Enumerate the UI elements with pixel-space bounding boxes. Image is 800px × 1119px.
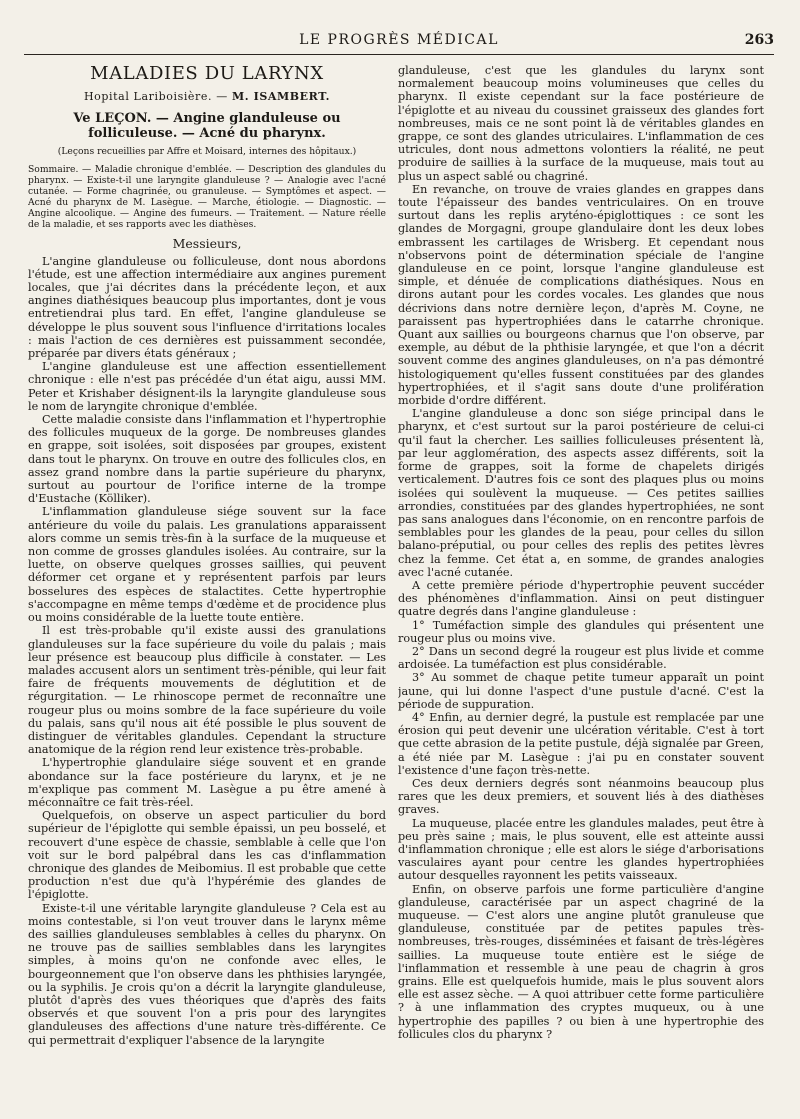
list-item: 4° Enfin, au dernier degré, la pustule est remplacée par une érosion qui peut devenir une ulcération véritable. C'est à tort que cette abrasion de la petite pustule, déjà signalée par Green, a été niée par M. Lasègue : j'ai pu en constater souvent l'existence d'une façon très-nette. — [398, 710, 764, 777]
journal-title: LE PROGRÈS MÉDICAL — [299, 32, 499, 48]
list-item: 2° Dans un second degré la rougeur est plus livide et comme ardoisée. La tuméfaction est plus considérable. — [398, 644, 764, 672]
author-name: M. ISAMBERT. — [231, 90, 331, 103]
summary: Sommaire. — Maladie chronique d'emblée. — Description des glandules du pharynx. — Existe-t-il une laryngite glanduleuse ? — Analogie avec l'acné cutanée. — Forme chagrinée, ou granuleuse. — Symptômes et aspect. — Acné du pharynx de M. Lasègue. — Marche, étiologie. — Diagnostic. — Angine alcoolique. — Angine des fumeurs. — Traitement. — Nature réelle de la maladie, et ses rapports avec les diathèses. — [28, 164, 386, 231]
paragraph: glanduleuse, c'est que les glandules du larynx sont normalement beaucoup moins volumineuses que celles du pharynx. Il existe cependant sur la face postérieure de l'épiglotte et au niveau du coussinet graisseux des glandes fort nombreuses, mais ce ne sont point là de véritables glandes en grappe, ce sont des glandes utriculaires. L'inflammation de ces utricules, dont nous admettons volontiers la réalité, ne peut produire de saillies à la surface de la muqueuse, mais tout au plus un aspect sablé ou chagriné. — [398, 64, 764, 183]
paragraph: L'inflammation glanduleuse siége souvent sur la face antérieure du voile du palais. Les granulations apparaissent alors comme un semis très-fin à la surface de la muqueuse et non comme de grosses glandules isolées. Au contraire, sur la luette, on observe quelques grosses saillies, qui peuvent déformer cet organe et y représentent parfois par leurs bosselures des espèces de stalactites. Cette hypertrophie s'accompagne en même temps d'œdème et de procidence plus ou moins considérable de la luette toute entière. — [28, 505, 386, 625]
paragraph: Enfin, on observe parfois une forme particulière d'angine glanduleuse, caractérisée par un aspect chagriné de la muqueuse. — C'est alors une angine plutôt granuleuse que glanduleuse, constituée par de petites papules très-nombreuses, très-rouges, disséminées et faisant de très-légères saillies. La muqueuse toute entière est le siége de l'inflammation et ressemble à une peau de chagrin à gros grains. Elle est quelquefois humide, mais le plus souvent alors elle est assez sèche. — A quoi attribuer cette forme particulière ? à une inflammation des cryptes muqueux, ou à une hypertrophie des papilles ? ou bien à une hypertrophie des follicules clos du pharynx ? — [398, 882, 764, 1041]
paragraph: L'hypertrophie glandulaire siége souvent et en grande abondance sur la face postérieure du larynx, et je ne m'explique pas comment M. Lasègue a pu être amené à méconnaître ce fait très-réel. — [28, 756, 386, 809]
dash-separator: — — [216, 90, 232, 103]
paragraph: Cette maladie consiste dans l'inflammation et l'hypertrophie des follicules muqueux de la gorge. De nombreuses glandes en grappe, soit isolées, soit disposées par groupes, existent dans tout le pharynx. On trouve en outre des follicules clos, en assez grand nombre dans la partie supérieure du pharynx, surtout au pourtour de l'orifice interne de la trompe d'Eustache (Kölliker). — [28, 413, 386, 506]
paragraph: Quelquefois, on observe un aspect particulier du bord supérieur de l'épiglotte qui semble épaissi, un peu bosselé, et recouvert d'une espèce de chassie, semblable à celle que l'on voit sur le bord palpébral dans les cas d'inflammation chronique des glandes de Meibomius. Il est probable que cette production n'est due qu'à l'hypérémie des glandes de l'épiglotte. — [28, 809, 386, 902]
paragraph: Ces deux derniers degrés sont néanmoins beaucoup plus rares que les deux premiers, et souvent liés à des diathèses graves. — [398, 776, 764, 817]
greeting: Messieurs, — [172, 236, 242, 252]
hospital-name: Hopital Lariboisière. — [83, 90, 213, 103]
section-title: MALADIES DU LARYNX — [90, 64, 324, 84]
paragraph: L'angine glanduleuse a donc son siége principal dans le pharynx, et c'est surtout sur la paroi postérieure de celui-ci qu'il faut la chercher. Les saillies folliculeuses présentent là, par leur agglomération, des aspects assez différents, soit la forme de grappes, soit la forme de chapelets dirigés verticalement. D'autres fois ce sont des plaques plus ou moins isolées qui soulèvent la muqueuse. — Ces petites saillies arrondies, constituées par des glandes hypertrophiées, ne sont pas sans analogues dans l'économie, on en rencontre parfois de semblables pour les glandes de la peau, pour celles du sillon balano-préputial, ou pour celles des replis des petites lèvres chez la femme. Cet état a, en somme, de grandes analogies avec l'acné cutanée. — [398, 407, 764, 579]
paragraph: Il est très-probable qu'il existe aussi des granulations glanduleuses sur la face supérieure du voile du palais ; mais leur présence est beaucoup plus difficile à constater. — Les malades accusent alors un sentiment très-pénible, qui leur fait faire de fréquents mouvements de déglutition et de régurgitation. — Le rhinoscope permet de reconnaître une rougeur plus ou moins sombre de la face supérieure du voile du palais, sans qu'il nous ait été possible le plus souvent de distinguer de véritables glandules. Cependant la structure anatomique de la région rend leur existence très-probable. — [28, 624, 386, 757]
lecture-title: Ve LEÇON. — Angine glanduleuse ou folliculeuse. — Acné du pharynx. — [73, 111, 341, 142]
right-column — [398, 64, 764, 1109]
paragraph: A cette première période d'hypertrophie peuvent succéder des phénomènes d'inflammation. Ainsi on peut distinguer quatre degrés dans l'angine glanduleuse : — [398, 578, 764, 619]
page-number: 263 — [744, 32, 774, 48]
list-item: 1° Tuméfaction simple des glandules qui présentent une rougeur plus ou moins vive. — [398, 618, 764, 645]
paragraph: L'angine glanduleuse ou folliculeuse, dont nous abordons l'étude, est une affection intermédiaire aux angines purement locales, que j'ai décrites dans la précédente leçon, et aux angines diathésiques beaucoup plus importantes, dont je vous entretiendrai plus tard. En effet, l'angine glanduleuse se développe le plus souvent sous l'influence d'irritations locales : mais l'action de ces dernières est puissamment secondée, préparée par divers états généraux ; — [28, 254, 386, 361]
paragraph: En revanche, on trouve de vraies glandes en grappes dans toute l'épaisseur des bandes ventriculaires. On en trouve surtout dans les replis aryténo-épiglottiques : ce sont les glandes de Morgagni, groupe glandulaire dont les deux lobes embrassent les cartilages de Wrisberg. Et cependant nous n'observons point de détermination spéciale de l'angine glanduleuse en ce point, lorsque l'angine glanduleuse est simple, et dénuée de complications diathésiques. Nous en dirons autant pour les cordes vocales. Les glandes que nous décrivions dans notre dernière leçon, d'après M. Coyne, ne paraissent pas hypertrophiées dans le catarrhe chronique. Quant aux saillies ou bourgeons charnus que l'on observe, par exemple, au début de la phthisie laryngée, et que l'on a décrit souvent comme des angines glanduleuses, on n'a pas démontré histologiquement qu'elles fussent constituées par des glandes hypertrophiées, et il s'agit sans doute d'une prolifération morbide d'ordre différent. — [398, 182, 764, 408]
paragraph: Existe-t-il une véritable laryngite glanduleuse ? Cela est au moins contestable, si l'on veut trouver dans le larynx même des saillies glanduleuses semblables à celles du pharynx. On ne trouve pas de saillies semblables dans les laryngites simples, à moins qu'on ne confonde avec elles, le bourgeonnement que l'on observe dans les phthisies laryngée, ou la syphilis. Je crois qu'on a décrit la laryngite glanduleuse, plutôt d'après des vues théoriques que d'après des faits observés et que souvent l'on a pris pour des laryngites glanduleuses des affections d'une nature très-différente. Ce qui permettrait d'expliquer l'absence de la laryngite — [28, 901, 386, 1047]
paragraph: L'angine glanduleuse est une affection essentiellement chronique : elle n'est pas précédée d'un état aigu, aussi MM. Peter et Krishaber désignent-ils la laryngite glanduleuse sous le nom de laryngite chronique d'emblée. — [28, 360, 386, 413]
lecture-credits: (Leçons recueillies par Affre et Moisard, internes des hôpitaux.) — [57, 146, 357, 158]
hospital-line — [28, 90, 386, 103]
list-item: 3° Au sommet de chaque petite tumeur apparaît un point jaune, qui lui donne l'aspect d'une pustule d'acné. C'est la période de suppuration. — [398, 671, 764, 711]
left-column — [28, 64, 386, 1109]
paragraph: La muqueuse, placée entre les glandules malades, peut être à peu près saine ; mais, le plus souvent, elle est atteinte aussi d'inflammation chronique ; elle est alors le siége d'arborisations vasculaires ayant pour centre les glandes hypertrophiées autour desquelles rayonnent les petits vaisseaux. — [398, 816, 764, 883]
running-header — [24, 28, 774, 55]
